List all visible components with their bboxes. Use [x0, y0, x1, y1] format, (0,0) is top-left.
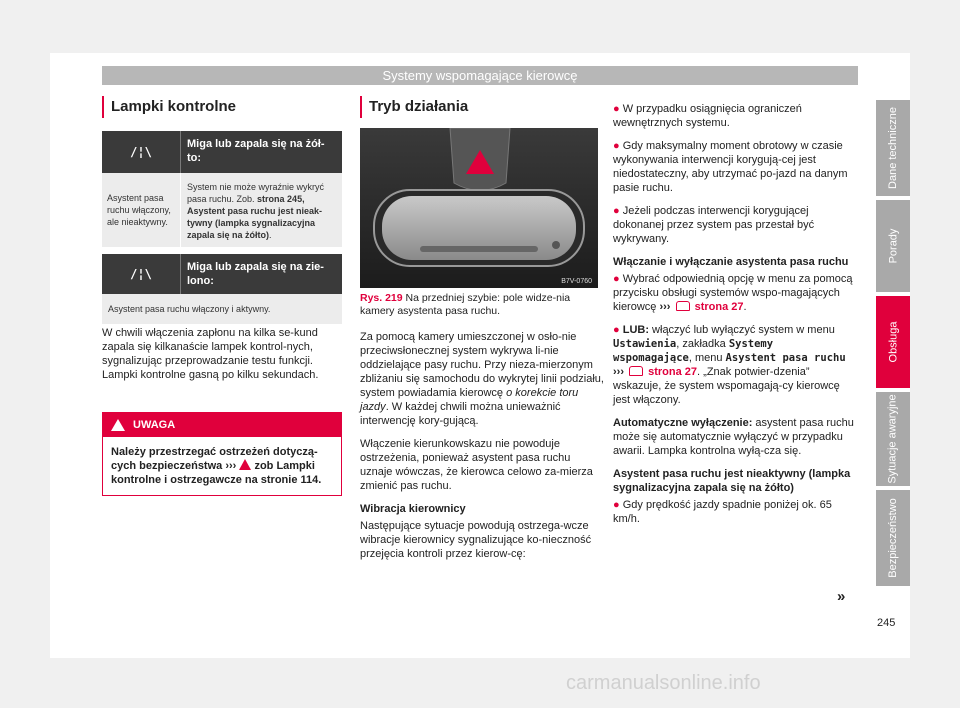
cell-text: System nie może wyraźnie wykryć pasa ruchu. Zob.: [187, 182, 325, 204]
list-item-text-end: .: [743, 301, 747, 313]
book-icon: [629, 366, 643, 376]
list-item-text: W przypadku osiągnięcia ograniczeń wewnętrznych systemu.: [613, 103, 802, 129]
bullet-icon: ●: [613, 205, 620, 217]
middle-body: [360, 330, 605, 570]
tab-label: Dane techniczne: [887, 107, 900, 189]
tab-label: Porady: [887, 228, 900, 264]
mirror-illustration: [360, 128, 598, 288]
subheading-wibracja: Wibracja kierownicy: [360, 503, 466, 515]
table-cell-left: Asystent pasa ruchu włączony, ale nieaktywny.: [107, 193, 171, 227]
list-item: [613, 204, 858, 246]
menu-lane-label: Asystent pasa ruchu: [725, 352, 846, 364]
lane-assist-icon: /¦\: [130, 267, 152, 281]
p1-text-end: . W każdej chwili można unieważnić interwencję kory-gującą.: [360, 401, 561, 427]
bullet-icon: ●: [613, 273, 620, 285]
or-label: LUB:: [622, 324, 649, 336]
list-item-text-end: . „Znak potwier-dzenia” wskazuje, że system wspomagają-cy kierowcę jest włączony.: [613, 366, 840, 406]
menu-tab-label: Systemy wspomagające: [613, 338, 774, 364]
section-title-tryb: Tryb działania: [360, 96, 468, 118]
figure-code: B7V-0760: [561, 278, 592, 285]
list-item: [613, 272, 858, 314]
warning-ref-link[interactable]: zob Lampki kontrolne i ostrzegawcze na stronie 114.: [111, 460, 322, 486]
caption-text: Na przedniej szybie: pole widze-nia kamery asystenta pasa ruchu.: [360, 292, 571, 317]
auto-off-label: Automatyczne wyłączenie:: [613, 417, 753, 429]
list-item-text: Gdy prędkość jazdy spadnie poniżej ok. 65 km/h.: [613, 499, 832, 525]
warning-icon: [111, 419, 125, 431]
list-item-text: Jeżeli podczas interwencji korygującej dokonanej przez system pas przestał być wykrywany.: [613, 205, 815, 245]
bullet-icon: ●: [613, 324, 620, 336]
warning-header: [103, 413, 341, 437]
tab-dane-techniczne[interactable]: [876, 100, 910, 196]
bullet-icon: ●: [613, 103, 620, 115]
tab-bezpieczenstwo[interactable]: [876, 490, 910, 586]
continue-arrow-icon: »: [837, 588, 846, 605]
page-ref-link[interactable]: strona 27: [648, 366, 698, 378]
tab-sytuacje-awaryjne[interactable]: [876, 392, 910, 486]
list-item-text: Wybrać odpowiednią opcję w menu za pomocą przycisku obsługi systemów wspo-magających kierowcę: [613, 273, 853, 313]
bullet-icon: ●: [613, 140, 620, 152]
warning-title: UWAGA: [133, 419, 176, 431]
tab-label: Obsługa: [887, 321, 900, 363]
arrows-icon: ›››: [613, 366, 624, 378]
subheading-wlaczanie: Włączanie i wyłączanie asystenta pasa ruchu: [613, 256, 849, 268]
camera-mirror-figure: [360, 128, 598, 288]
list-item: [613, 102, 858, 130]
p1-italic: o korekcie toru jazdy: [360, 387, 579, 413]
table-row: Asystent pasa ruchu włączony i aktywny.: [108, 304, 271, 314]
cell-text-end: .: [269, 230, 272, 240]
book-icon: [676, 301, 690, 311]
page-number: 245: [877, 617, 896, 629]
warning-box: [102, 412, 342, 496]
right-body: [613, 102, 858, 535]
p1-text: Za pomocą kamery umieszczonej w osło-nie przeciwsłonecznej system wykrywa li-nie oddzielające pasy ruchu. Przy nieza-mierzonym zbliżaniu się samochodu do wykrytej linii podziału, system powiadamia kierowcę: [360, 331, 604, 399]
arrows-icon: ›››: [659, 301, 671, 313]
table-head-row: [102, 254, 342, 294]
table-row: [102, 173, 342, 247]
paragraph-text: Włączenie kierunkowskazu nie powoduje ostrzeżenia, ponieważ asystent pasa ruchu uznaje wówczas, że kierowca celowo za-mierza zmienić pas ruchu.: [360, 438, 593, 492]
arrows-icon: ›››: [225, 460, 237, 472]
warning-body: [103, 437, 341, 495]
indicator-table-yellow: [102, 131, 342, 247]
list-item-text: Gdy maksymalny moment obrotowy w czasie wykonywania interwencji korygują-cej jest niedostateczny, aby utrzymać po-jazd na danym pasie ruchu.: [613, 140, 848, 194]
list-item: [613, 498, 858, 526]
auto-off-paragraph: [613, 416, 858, 458]
bullet-icon: ●: [613, 499, 620, 511]
list-item: [613, 139, 858, 195]
table-head-text: Miga lub zapala się na żół-to:: [180, 131, 342, 173]
intro-paragraph: [102, 326, 347, 391]
paragraph-text: Następujące sytuacje powodują ostrzega-wcze wibracje kierownicy sygnalizujące ko-nieczność przejęcia kontroli przez kierow-cę:: [360, 520, 592, 560]
table-cell-right: [180, 173, 342, 247]
paragraph-text: [360, 330, 605, 428]
list-item-text: włączyć lub wyłączyć system w menu: [649, 324, 835, 336]
watermark-text: carmanualsonline.info: [566, 672, 761, 694]
section-title-lampki: Lampki kontrolne: [102, 96, 236, 118]
table-head-row: [102, 131, 342, 173]
warning-text: Należy przestrzegać ostrzeżeń dotyczą-cych bezpieczeństwa: [111, 446, 318, 472]
paragraph-text: W chwili włączenia zapłonu na kilka se-kund zapala się kilkanaście lampek kontrol-nych, sygnalizując przeprowadzanie testu funkcji. Lampki kontrolne gasną po kilku sekundach.: [102, 327, 319, 381]
tab-label: Sytuacje awaryjne: [887, 394, 899, 484]
menu-settings-label: Ustawienia: [613, 338, 677, 350]
warning-small-icon: [239, 459, 251, 470]
subheading-nieaktywny: Asystent pasa ruchu jest nieaktywny (lampka sygnalizacyjna zapala się na żółto): [613, 468, 851, 494]
page-header: Systemy wspomagające kierowcę: [102, 66, 858, 85]
list-item: [613, 323, 858, 407]
table-head-text: Miga lub zapala się na zie-lono:: [180, 254, 342, 294]
indicator-table-green: [102, 254, 342, 324]
caption-label: Rys. 219: [360, 292, 403, 304]
page-ref-link[interactable]: strona 27: [694, 301, 744, 313]
figure-caption: [360, 292, 598, 318]
tab-porady[interactable]: [876, 200, 910, 292]
list-item-text: , menu: [688, 352, 726, 364]
auto-off-text: asystent pasa ruchu może się automatycznie wyłączyć w przypadku awarii. Lampka kontrolna wyłą-cza się.: [613, 417, 854, 457]
lane-assist-icon: /¦\: [130, 145, 152, 159]
cell-ref-link[interactable]: strona 245, Asystent pasa ruchu jest nieak-tywny (lampka sygnalizacyjna zapala się na żółto): [187, 194, 323, 240]
tab-obsluga[interactable]: [876, 296, 910, 388]
list-item-text: , zakładka: [676, 338, 729, 350]
tab-label: Bezpieczeństwo: [887, 498, 899, 578]
